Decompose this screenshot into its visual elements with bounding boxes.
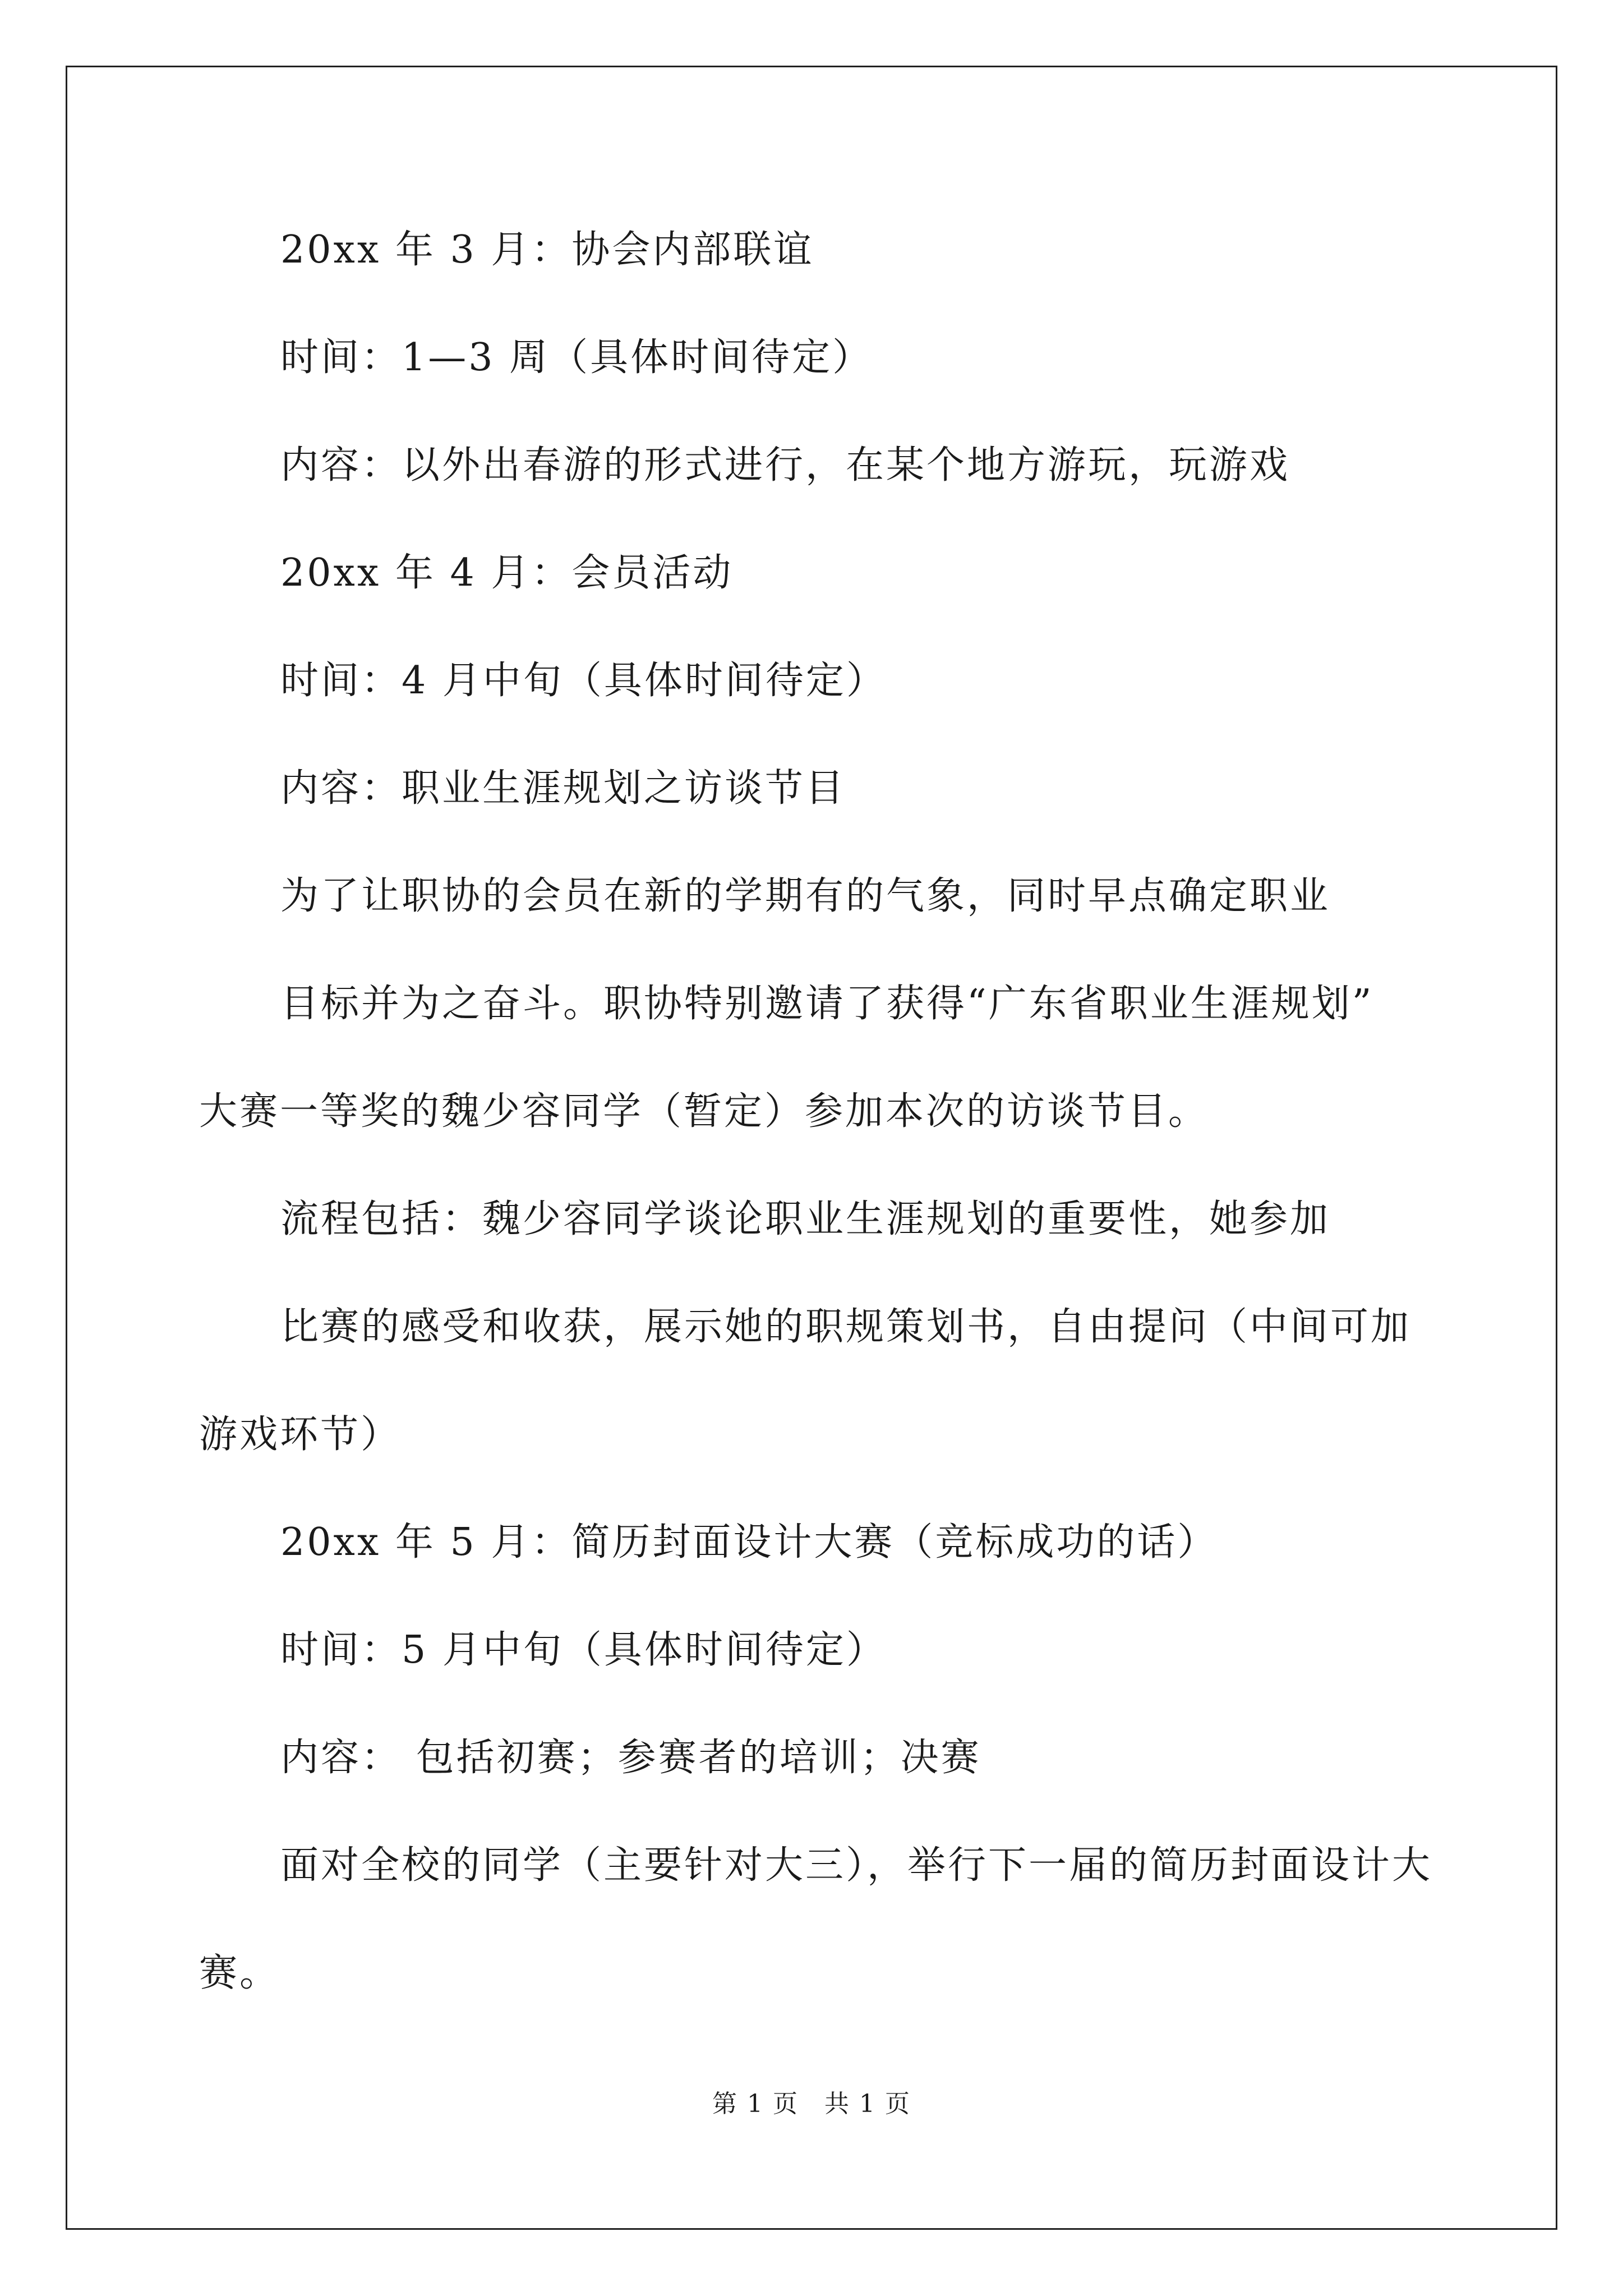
section-may-heading: 20xx 年 5 月：简历封面设计大赛（竞标成功的话） [280,1520,1218,1565]
section-april-content: 内容：职业生涯规划之访谈节目 [280,766,846,811]
paragraph-line: 目标并为之奋斗。职协特别邀请了获得“广东省职业生涯规划” [280,982,1374,1026]
paragraph-line: 大赛一等奖的魏少容同学（暂定）参加本次的访谈节目。 [199,1089,1209,1134]
section-april-time: 时间：4 月中旬（具体时间待定） [280,659,887,703]
section-april-heading: 20xx 年 4 月：会员活动 [280,551,734,595]
paragraph-line: 面对全校的同学（主要针对大三），举行下一届的简历封面设计大 [280,1843,1433,1888]
paragraph-line: 比赛的感受和收获，展示她的职规策划书，自由提问（中间可加 [280,1305,1412,1349]
section-march-time: 时间：1—3 周（具体时间待定） [280,335,873,380]
paragraph-line: 流程包括：魏少容同学谈论职业生涯规划的重要性，她参加 [280,1197,1331,1241]
section-may-time: 时间：5 月中旬（具体时间待定） [280,1628,887,1672]
section-march-content: 内容：以外出春游的形式进行，在某个地方游玩，玩游戏 [280,443,1290,487]
paragraph-line: 为了让职协的会员在新的学期有的气象，同时早点确定职业 [280,874,1331,918]
paragraph-line: 游戏环节） [199,1412,402,1457]
paragraph-line: 赛。 [199,1951,280,1995]
section-march-heading: 20xx 年 3 月：协会内部联谊 [280,228,814,272]
section-may-content: 内容： 包括初赛；参赛者的培训；决赛 [280,1736,981,1780]
page-border [66,66,1557,2230]
page-number-footer: 第 1 页 共 1 页 [712,2090,911,2118]
